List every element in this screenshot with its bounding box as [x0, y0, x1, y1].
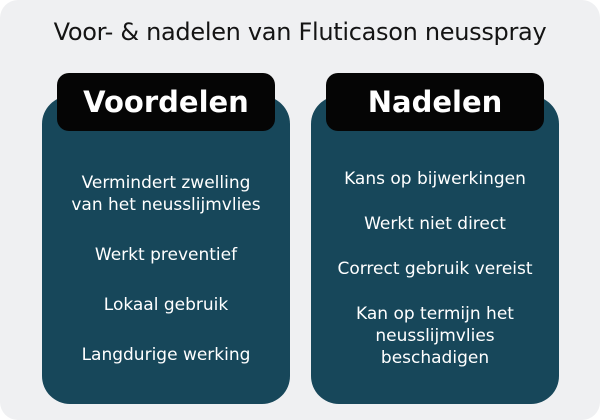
- page-title: Voor- & nadelen van Fluticason neusspray: [53, 18, 547, 46]
- pros-item: Vermindert zwelling van het neusslijmvlies: [71, 173, 261, 215]
- pros-panel: [42, 96, 290, 404]
- cons-item: Kans op bijwerkingen: [344, 169, 526, 189]
- pros-heading: Voordelen: [57, 73, 275, 131]
- cons-item: Kan op termijn het neusslijmvlies beschadigen: [356, 304, 514, 368]
- pros-item: Werkt preventief: [94, 245, 238, 265]
- pros-item: Lokaal gebruik: [103, 295, 229, 315]
- cons-item: Werkt niet direct: [364, 214, 506, 234]
- cons-item: Correct gebruik vereist: [337, 259, 533, 279]
- pros-item: Langdurige werking: [81, 345, 251, 365]
- cons-heading: Nadelen: [326, 73, 544, 131]
- cons-panel: [311, 96, 559, 404]
- pros-list: [42, 172, 290, 394]
- cons-list: [311, 168, 559, 392]
